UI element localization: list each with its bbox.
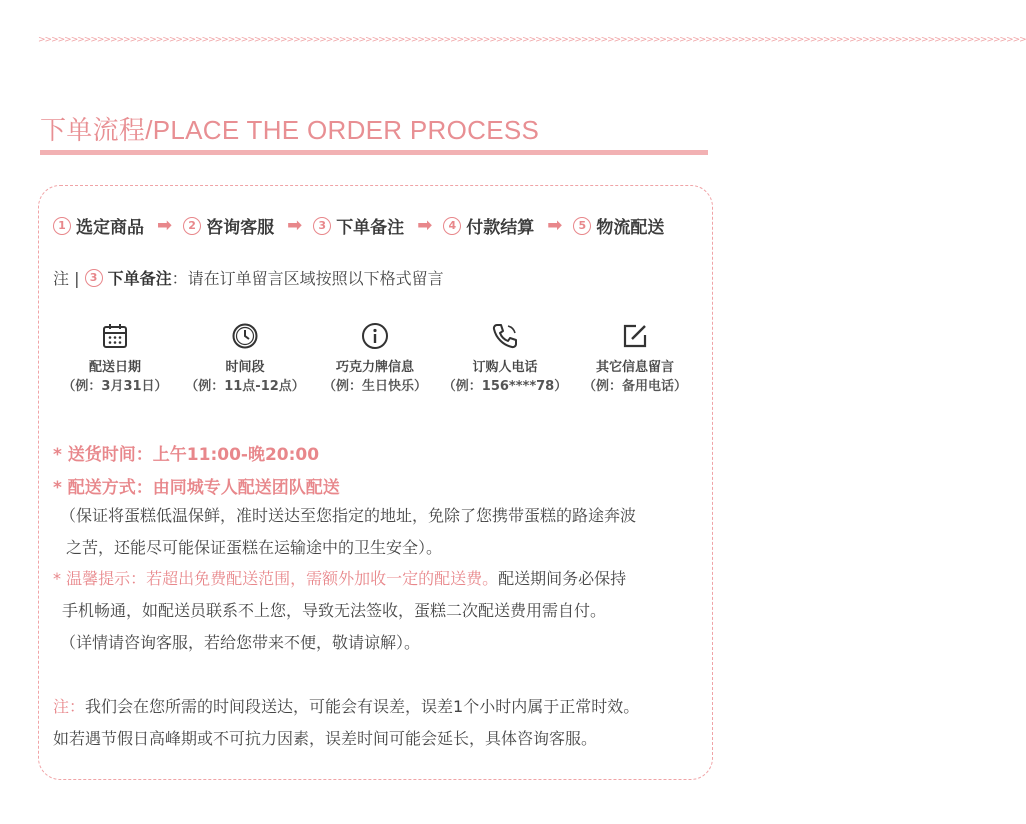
step-consult-service [183,213,274,238]
format-label: 巧克力牌信息 [335,360,414,375]
step-payment [443,213,534,238]
note-format-icons [50,322,700,397]
step-label: 选定商品 [76,218,144,238]
note-intro [53,266,444,289]
format-label: 配送日期 [88,360,141,375]
footnote-text: 我们会在您所需的时间段送达，可能会有误差，误差1个小时内属于正常时效。 [85,697,640,716]
order-steps [53,213,664,238]
step-label: 物流配送 [596,218,665,238]
footnote-line-1 [53,691,639,723]
tip-highlight: * 温馨提示：若超出免费配送范围，需额外加收一定的配送费。 [53,569,499,588]
format-label: 其它信息留言 [595,360,674,375]
step-number-badge: 2 [183,217,201,235]
format-label: 时间段 [225,360,265,375]
format-label: 订购人电话 [472,360,538,375]
page-title: 下单流程/PLACE THE ORDER PROCESS [40,115,540,145]
tip-rest: 配送期间务必保持 [498,569,627,588]
arrow-right-icon: ➡ [287,215,303,236]
guarantee-line-1: （保证将蛋糕低温保鲜，准时送达至您指定的地址，免除了您携带蛋糕的路途奔波 [60,506,637,525]
tip-line-1 [53,563,626,595]
step-label: 下单备注 [336,218,405,238]
tip-line-2: 手机畅通，如配送员联系不上您，导致无法签收，蛋糕二次配送费用需自付。 [62,601,607,620]
footnote-line-2: 如若遇节假日高峰期或不可抗力因素，误差时间可能会延长，具体咨询客服。 [53,729,598,748]
step-number-badge: 3 [85,269,103,287]
arrow-right-icon: ➡ [417,215,433,236]
phone-icon [491,322,519,350]
clock-icon [231,322,259,350]
arrow-right-icon: ➡ [157,215,173,236]
step-number-badge: 1 [53,217,71,235]
step-number-badge: 4 [443,217,461,235]
format-example: （例：3月31日） [62,379,168,394]
info-icon [361,322,389,350]
note-prefix: 注 | [53,269,85,288]
arrow-right-icon: ➡ [547,215,563,236]
step-select-product [53,213,144,238]
format-example: （例：11点-12点） [185,379,305,394]
step-order-note [313,213,404,238]
delivery-time: * 送货时间：上午11:00-晚20:00 [53,445,320,465]
step-label: 咨询客服 [206,218,275,238]
tip-line-3: （详情请咨询客服，若给您带来不便，敬请谅解）。 [60,633,421,652]
top-decorative-border: >>>>>>>>>>>>>>>>>>>>>>>>>>>>>>>>>>>>>>>>>>>>>>>>>>>>>>>>>>>>>>>>>>>>>>>>>>>>>>>>>>>>>>>>>>>>>>>>>>>>>>>>>>>>>>>>>>>>>>>>>>>>>>>>>>>>>>>>>>>>>>>>>>>>>>> [38,35,1026,45]
step-delivery [573,213,664,238]
step-label: 付款结算 [466,218,535,238]
format-item-delivery-date [50,322,180,397]
calendar-icon [101,322,129,350]
delivery-method: * 配送方式：由同城专人配送团队配送 [53,478,340,498]
format-item-buyer-phone [440,322,570,397]
edit-icon [621,322,649,350]
format-example: （例：生日快乐） [322,379,427,394]
format-example: （例：156****78） [442,379,568,394]
format-item-time-slot [180,322,310,397]
format-example: （例：备用电话） [582,379,687,394]
title-underline [40,150,708,155]
format-item-chocolate-plate [310,322,440,397]
step-number-badge: 5 [573,217,591,235]
guarantee-line-2: 之苦，还能尽可能保证蛋糕在运输途中的卫生安全）。 [66,538,443,557]
footnote-label: 注： [53,697,86,716]
note-text: ：请在订单留言区域按照以下格式留言 [171,269,444,288]
step-number-badge: 3 [313,217,331,235]
format-item-other-message [570,322,700,397]
note-label: 下单备注 [107,269,172,288]
